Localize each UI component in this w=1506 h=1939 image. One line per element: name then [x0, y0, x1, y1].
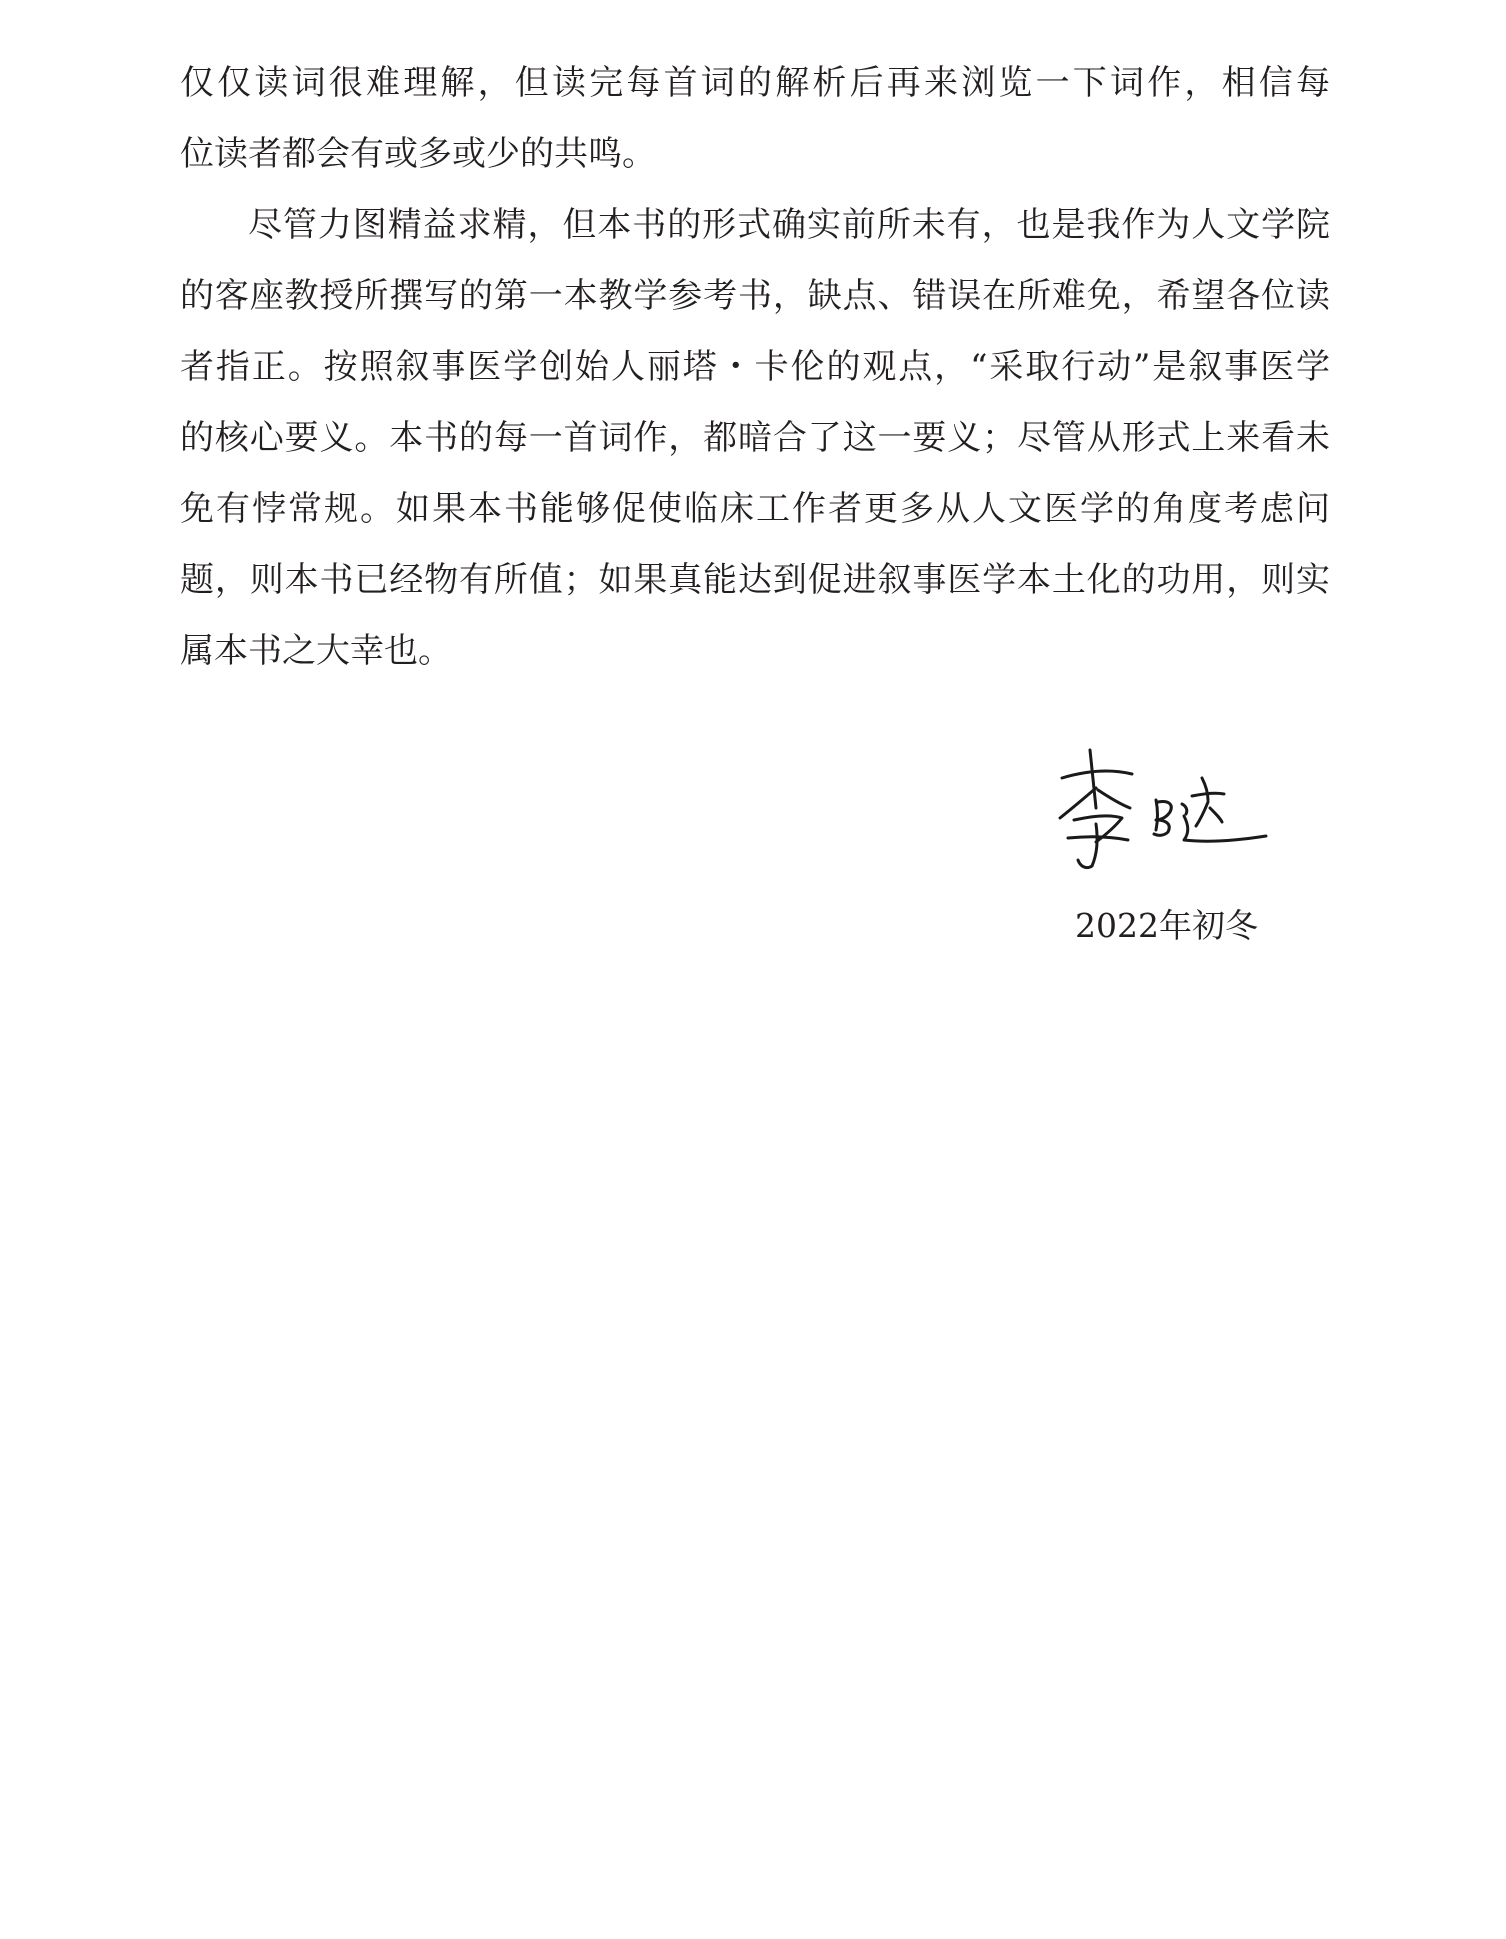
handwritten-signature-icon — [1052, 738, 1272, 878]
text-line: 免有悖常规。如果本书能够促使临床工作者更多从人文医学的角度考虑问 — [180, 489, 1330, 529]
text-line: 尽管力图精益求精，但本书的形式确实前所未有，也是我作为人文学院 — [248, 205, 1330, 245]
text-line: 的客座教授所撰写的第一本教学参考书，缺点、错误在所难免，希望各位读 — [180, 276, 1330, 316]
date-line: 2022年初冬 — [1075, 906, 1258, 945]
text-line: 题，则本书已经物有所值；如果真能达到促进叙事医学本土化的功用，则实 — [180, 560, 1330, 600]
text-line: 位读者都会有或多或少的共鸣。 — [180, 134, 656, 174]
text-line: 属本书之大幸也。 — [180, 631, 452, 671]
body-text — [180, 48, 1330, 687]
text-line: 仅仅读词很难理解，但读完每首词的解析后再来浏览一下词作，相信每 — [180, 63, 1330, 103]
text-line: 者指正。按照叙事医学创始人丽塔・卡伦的观点，“采取行动”是叙事医学 — [180, 347, 1330, 387]
text-line: 的核心要义。本书的每一首词作，都暗合了这一要义；尽管从形式上来看未 — [180, 418, 1330, 458]
